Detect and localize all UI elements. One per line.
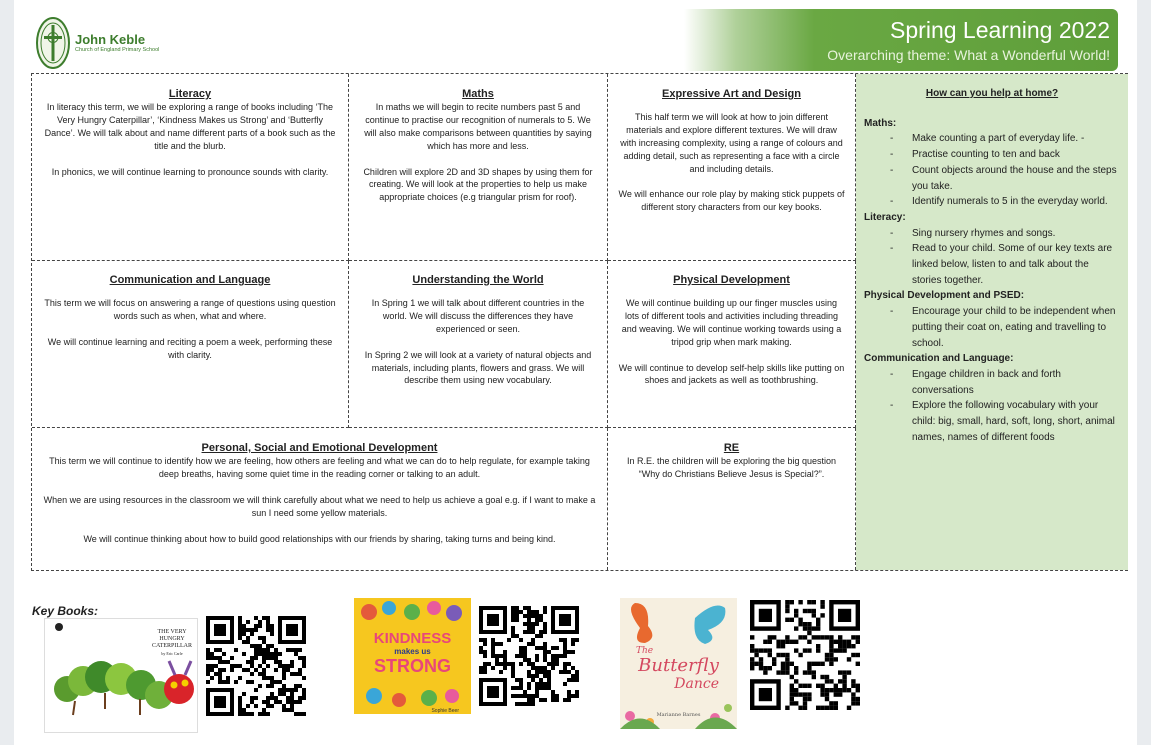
book2-title-line3: STRONG: [373, 656, 451, 676]
art-text-2: We will enhance our role play by making stick puppets of different story characters from our key books.: [618, 189, 845, 213]
book2-author: Sophie Beer: [431, 708, 459, 714]
school-name: John Keble: [75, 32, 146, 47]
home-communication-item: - Explore the following vocabulary with your child: big, small, hard, soft, long, short, animal names, names of different foods: [864, 398, 1120, 445]
physical-text-2: We will continue to develop self-help skills like putting on shoes and jackets as well as toothbrushing.: [618, 362, 845, 386]
home-help-panel: [856, 74, 1128, 570]
art-text-1: This half term we will look at how to join different materials and explore different textures. We will draw with increasing complexity, using a range of colours and adding detail, such as representing a face with a circle and including details.: [620, 111, 843, 174]
physical-title: Physical Development: [673, 274, 790, 286]
re-section: [608, 428, 856, 570]
understanding-title: Understanding the World: [412, 274, 544, 286]
book1-title-line3: CATERPILLAR: [151, 643, 192, 649]
literacy-title: Literacy: [168, 88, 212, 100]
maths-section: [349, 74, 608, 261]
psed-text-3: We will continue thinking about how to build good relationships with our friends by sharing, taking turns and being kind.: [83, 533, 556, 544]
book1-title-line1: THE VERY: [157, 629, 187, 635]
maths-title: Maths: [462, 88, 494, 100]
communication-title: Communication and Language: [109, 274, 271, 286]
understanding-text-1: In Spring 1 we will talk about different countries in the world. We will discuss the differences they have experienced or seen.: [371, 297, 585, 334]
psed-section: [32, 428, 608, 570]
home-maths-item: - Make counting a part of everyday life. -: [864, 131, 1120, 147]
home-literacy-heading: Literacy:: [864, 211, 906, 223]
communication-text-2: We will continue learning and reciting a poem a week, performing these with clarity.: [47, 336, 333, 360]
communication-section: [32, 261, 349, 428]
home-maths-heading: Maths:: [864, 117, 897, 129]
page-title: Spring Learning 2022: [890, 17, 1110, 43]
home-literacy-item: - Read to your child. Some of our key texts are linked below, listen to and talk about the stories together.: [864, 241, 1120, 288]
qr-code-icon[interactable]: [479, 606, 579, 706]
home-maths-item: - Identify numerals to 5 in the everyday world.: [864, 194, 1120, 210]
home-physical-heading: Physical Development and PSED:: [864, 290, 1025, 302]
home-help-title: How can you help at home?: [925, 88, 1059, 99]
re-title: RE: [723, 442, 740, 454]
art-section: [608, 74, 856, 261]
school-subtitle: Church of England Primary School: [75, 47, 160, 53]
art-title: Expressive Art and Design: [662, 88, 801, 100]
understanding-section: [349, 261, 608, 428]
psed-text-1: This term we will continue to identify how we are feeling, how others are feeling and what we can do to help regulate, for example taking deep breaths, having some quiet time in the reading corner or talking to an adult.: [49, 455, 590, 479]
book3-title-line1: The: [636, 646, 654, 656]
book-cover-butterfly-dance[interactable]: [620, 598, 737, 729]
book-cover-hungry-caterpillar[interactable]: [44, 618, 198, 733]
re-text-1: In R.E. the children will be exploring the big question “Why do Christians Believe Jesus is Special?”.: [626, 455, 837, 479]
book3-title-line2: Butterfly: [638, 655, 719, 676]
maths-text-2: Children will explore 2D and 3D shapes by using them for creating. We will look at the properties to help us make appropriate choices (e.g triangular prism for roof).: [363, 166, 593, 203]
communication-text-1: This term we will focus on answering a range of questions using question words such as when, what and where.: [44, 297, 336, 321]
learning-grid: [31, 73, 1128, 571]
physical-text-1: We will continue building up our finger muscles using lots of different tools and activities including threading and weaving. We will continue working towards using a tripod grip when mark making.: [621, 297, 842, 347]
home-physical-item: - Encourage your child to be independent when putting their coat on, eating and travelling to school.: [864, 304, 1120, 351]
page: [14, 0, 1137, 745]
header-banner: [684, 9, 1118, 71]
psed-title: Personal, Social and Emotional Development: [201, 442, 438, 454]
book2-title-line1: KINDNESS: [373, 630, 452, 647]
book1-author: by Eric Carle: [161, 651, 183, 656]
school-crest-icon: [36, 16, 70, 70]
understanding-text-2: In Spring 2 we will look at a variety of natural objects and materials, including plants, flowers and grass. We will describe them using new vocabulary.: [364, 349, 592, 386]
home-maths-item: - Practise counting to ten and back: [864, 147, 1120, 163]
psed-text-2: When we are using resources in the classroom we will think carefully about what we need to help us achieve a goal e.g. if I want to make a sun I need some yellow materials.: [43, 494, 596, 518]
book3-title-line3: Dance: [674, 676, 719, 692]
home-literacy-item: - Sing nursery rhymes and songs.: [864, 226, 1120, 242]
home-communication-item: - Engage children in back and forth conversations: [864, 367, 1120, 398]
literacy-text-2: In phonics, we will continue learning to pronounce sounds with clarity.: [51, 166, 329, 177]
book3-author: Marianne Barnes: [656, 712, 701, 718]
literacy-text-1: In literacy this term, we will be exploring a range of books including ‘The Very Hungry Caterpillar’, ‘Kindness Makes us Strong’ and ‘Butterfly Dance’. We will talk about and name different parts of a book such as the title and the blurb.: [44, 101, 336, 151]
physical-section: [608, 261, 856, 428]
literacy-section: [32, 74, 349, 261]
home-maths-item: - Count objects around the house and the steps you take.: [864, 163, 1120, 194]
qr-code-icon[interactable]: [750, 600, 860, 710]
page-subtitle: Overarching theme: What a Wonderful World!: [827, 47, 1110, 63]
maths-text-1: In maths we will begin to recite numbers past 5 and continue to practise our recognition of numerals to 5. We will also make comparisons between quantities by saying which has more and less.: [364, 101, 592, 151]
qr-code-icon[interactable]: [206, 616, 306, 716]
home-communication-heading: Communication and Language:: [864, 353, 1014, 365]
book-cover-kindness[interactable]: [354, 598, 471, 714]
key-books-label: Key Books:: [32, 604, 99, 618]
book2-title-line2: makes us: [394, 647, 431, 656]
book1-title-line2: HUNGRY: [159, 636, 185, 642]
school-logo: [36, 16, 159, 70]
